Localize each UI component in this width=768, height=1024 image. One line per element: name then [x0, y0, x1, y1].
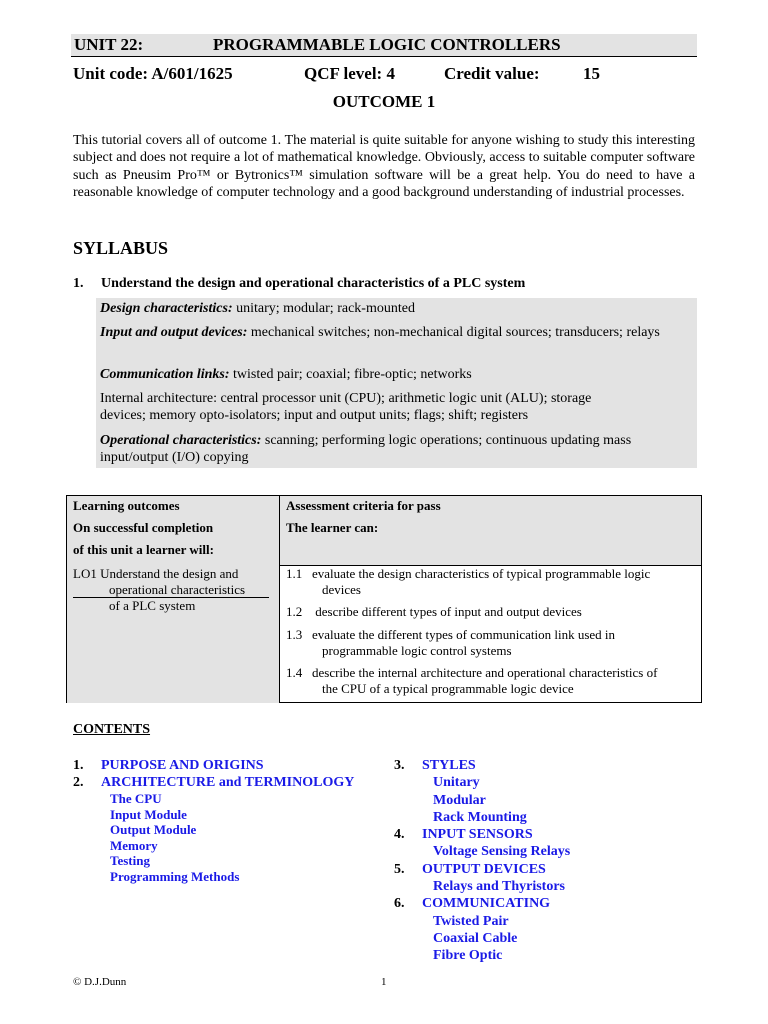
criterion-1-1: 1.1 evaluate the design characteristics of typical programmable logic devices	[286, 566, 651, 597]
toc-sub-testing[interactable]: Testing	[110, 853, 150, 869]
toc-sub-programming-methods[interactable]: Programming Methods	[110, 868, 240, 884]
header-learner-will: of this unit a learner will:	[73, 542, 214, 557]
credit-value: 15	[583, 64, 600, 83]
contents-left-column	[73, 757, 354, 885]
toc-sub-rack-mounting[interactable]: Rack Mounting	[433, 809, 527, 825]
learning-outcomes-table	[66, 495, 702, 703]
unit-title: PROGRAMMABLE LOGIC CONTROLLERS	[213, 35, 561, 54]
toc-item-3[interactable]: 3. STYLES	[394, 758, 476, 773]
qcf-level: QCF level: 4	[304, 64, 395, 83]
toc-item-2[interactable]: 2. ARCHITECTURE and TERMINOLOGY	[73, 775, 355, 790]
toc-item-1[interactable]: 1. PURPOSE AND ORIGINS	[73, 758, 264, 773]
intro-paragraph: This tutorial covers all of outcome 1. The material is quite suitable for anyone wishing to study this interesting subject and does not require a lot of mathematical knowledge. Obviously, access to suitable computer software such as Pneusim Pro™ or Bytronics™ simulation software will be a great help. You do need to have a reasonable knowledge of computer technology and a good background understanding of industrial processes.	[73, 133, 695, 201]
toc-item-5[interactable]: 5. OUTPUT DEVICES	[394, 861, 546, 877]
criterion-1-3: 1.3 evaluate the different types of communication link used in programmable logic control systems	[286, 627, 616, 658]
header-assessment-criteria: Assessment criteria for pass	[286, 498, 441, 513]
toc-sub-voltage-sensing-relays[interactable]: Voltage Sensing Relays	[433, 844, 571, 860]
syllabus-content-box	[96, 298, 697, 468]
header-learner-can: The learner can:	[286, 520, 379, 535]
toc-item-4[interactable]: 4. INPUT SENSORS	[394, 827, 533, 843]
outcome-title: OUTCOME 1	[332, 92, 436, 111]
contents-right-column	[394, 757, 570, 965]
syllabus-item-text: Understand the design and operational characteristics of a PLC system	[101, 276, 526, 291]
unit-label: UNIT 22:	[74, 35, 144, 54]
footer-author: © D.J.Dunn	[73, 976, 127, 988]
toc-sub-unitary[interactable]: Unitary	[433, 775, 480, 791]
operational-characteristics: Operational characteristics: scanning; performing logic operations; continuous updating mass input/output (I/O) copying	[100, 433, 632, 465]
toc-sub-fibre-optic[interactable]: Fibre Optic	[433, 948, 503, 964]
toc-item-2-subs	[73, 791, 354, 885]
syllabus-item-title	[73, 276, 525, 292]
toc-sub-output-module[interactable]: Output Module	[110, 822, 197, 838]
toc-sub-cpu[interactable]: The CPU	[110, 791, 162, 806]
toc-item-6[interactable]: 6. COMMUNICATING	[394, 896, 551, 912]
design-characteristics: Design characteristics: unitary; modular; rack-mounted	[100, 301, 415, 316]
toc-sub-modular[interactable]: Modular	[433, 792, 486, 808]
criterion-1-2: 1.2 describe different types of input and output devices	[286, 604, 582, 619]
credit-label: Credit value:	[444, 64, 540, 83]
header-successful-completion: On successful completion	[73, 520, 214, 535]
syllabus-heading: SYLLABUS	[73, 238, 169, 258]
copyright-icon: ©	[73, 976, 82, 988]
unit-code: Unit code: A/601/1625	[73, 64, 233, 83]
header-learning-outcomes: Learning outcomes	[73, 498, 180, 513]
input-output-devices: Input and output devices: mechanical switches; non-mechanical digital sources; transducers; relays	[100, 325, 660, 340]
criterion-1-4: 1.4 describe the internal architecture and operational characteristics of the CPU of a typical programmable logic device	[286, 665, 658, 696]
toc-sub-coaxial-cable[interactable]: Coaxial Cable	[433, 930, 518, 946]
unit-header-bar	[71, 34, 697, 57]
syllabus-item-number: 1.	[73, 276, 84, 291]
toc-sub-twisted-pair[interactable]: Twisted Pair	[433, 913, 509, 929]
toc-sub-input-module[interactable]: Input Module	[110, 806, 187, 822]
lo1-text: LO1 Understand the design and operational characteristics of a PLC system	[73, 566, 273, 614]
contents-heading: CONTENTS	[73, 722, 151, 737]
toc-sub-relays-thyristors[interactable]: Relays and Thyristors	[433, 879, 565, 895]
page-number: 1	[381, 976, 387, 988]
communication-links: Communication links: twisted pair; coaxial; fibre-optic; networks	[100, 367, 472, 382]
internal-architecture: Internal architecture: central processor unit (CPU); arithmetic logic unit (ALU); storage devices; memory opto-isolators; input and output units; flags; shift; registers	[100, 391, 592, 423]
toc-sub-memory[interactable]: Memory	[110, 837, 158, 853]
